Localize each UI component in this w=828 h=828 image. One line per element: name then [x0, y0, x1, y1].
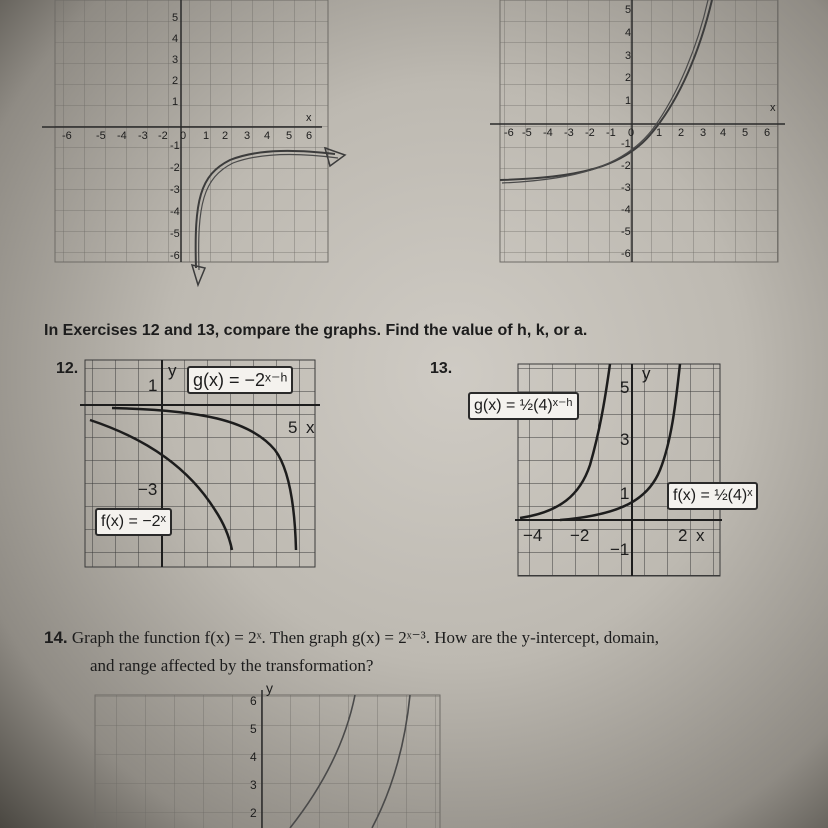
ex12-x-label: x	[306, 418, 315, 437]
ex13-tick-neg1: −1	[610, 540, 630, 559]
ex12-tick-1: 1	[148, 376, 158, 395]
ex13-x-label: x	[696, 526, 705, 545]
tick-label: 4	[250, 750, 257, 764]
exercise-14-text	[44, 624, 784, 680]
tick-label: -6	[621, 248, 631, 260]
tick-label: -4	[621, 204, 631, 216]
tick-label: 4	[625, 27, 632, 39]
tick-label: 3	[700, 127, 707, 139]
tick-label: -5	[621, 226, 631, 238]
top-right-x-label: x	[770, 102, 776, 114]
tick-label: -3	[170, 184, 180, 196]
tick-label: 2	[222, 130, 229, 142]
tick-label: -6	[504, 127, 514, 139]
ex13-y-label: y	[642, 364, 651, 383]
top-right-graph	[490, 0, 785, 262]
exercise-12-number: 12.	[56, 360, 79, 377]
tick-label: -4	[543, 127, 553, 139]
tick-label: 5	[250, 722, 257, 736]
tick-label: 2	[678, 127, 685, 139]
ex13-tick-neg4: −4	[523, 526, 543, 545]
tick-label: 5	[742, 127, 749, 139]
tick-label: 5	[286, 130, 293, 142]
exercise-14-line1: Graph the function f(x) = 2ˣ. Then graph g(x) = 2ˣ⁻³. How are the y-intercept, domain,	[71, 628, 659, 647]
tick-label: -5	[170, 228, 180, 240]
tick-label: -4	[117, 130, 127, 142]
f-label-callout: f(x) = ½(4)ˣ	[667, 482, 758, 510]
tick-label: 1	[625, 95, 632, 107]
g-label-callout: g(x) = ½(4)ˣ⁻ʰ	[468, 392, 579, 420]
tick-label: 2	[625, 72, 632, 84]
tick-label: -4	[170, 206, 180, 218]
tick-label: -5	[96, 130, 106, 142]
ex14-y-label: y	[266, 680, 273, 696]
f-label-callout: f(x) = −2ˣ	[95, 508, 172, 536]
tick-label: 4	[720, 127, 727, 139]
tick-label: 5	[172, 12, 179, 24]
tick-label: 1	[172, 96, 179, 108]
tick-label: 1	[656, 127, 663, 139]
ex13-tick-5: 5	[620, 378, 630, 397]
tick-label: -1	[170, 140, 180, 152]
ex12-tick-neg3: −3	[138, 480, 158, 499]
exercise-13-number: 13.	[430, 360, 453, 377]
tick-label: 2	[250, 806, 257, 820]
tick-label: 0	[180, 130, 187, 142]
exercises-heading: In Exercises 12 and 13, compare the graphs. Find the value of h, k, or a.	[44, 322, 588, 339]
tick-label: 1	[203, 130, 210, 142]
top-left-x-label: x	[306, 112, 312, 124]
tick-label: 3	[250, 778, 257, 792]
tick-label: -2	[170, 162, 180, 174]
tick-label: -2	[585, 127, 595, 139]
tick-label: 4	[172, 33, 179, 45]
exercise-14-line2: and range affected by the transformation?	[90, 656, 374, 675]
tick-label: -2	[158, 130, 168, 142]
g-label-callout: g(x) = −2ˣ⁻ʰ	[187, 366, 293, 394]
ex13-tick-neg2: −2	[570, 526, 590, 545]
tick-label: -3	[621, 182, 631, 194]
tick-label: 6	[306, 130, 313, 142]
ex13-tick-2: 2	[678, 526, 688, 545]
tick-label: -3	[138, 130, 148, 142]
tick-label: 6	[764, 127, 771, 139]
tick-label: 3	[244, 130, 251, 142]
tick-label: 3	[625, 50, 632, 62]
tick-label: -5	[522, 127, 532, 139]
tick-label: 2	[172, 75, 179, 87]
tick-label: 0	[628, 127, 635, 139]
exercise-14-number: 14.	[44, 628, 68, 647]
tick-label: 4	[264, 130, 271, 142]
tick-label: 5	[625, 4, 632, 16]
top-left-graph	[42, 0, 345, 285]
ex12-y-label: y	[168, 361, 177, 380]
ex13-tick-3: 3	[620, 430, 630, 449]
tick-label: -2	[621, 160, 631, 172]
tick-label: 3	[172, 54, 179, 66]
tick-label: -3	[564, 127, 574, 139]
tick-label: -1	[621, 138, 631, 150]
exercise-14-graph	[95, 690, 440, 828]
tick-label: -6	[170, 250, 180, 262]
ex13-tick-1: 1	[620, 484, 630, 503]
tick-label: 6	[250, 694, 257, 708]
tick-label: -1	[606, 127, 616, 139]
ex12-tick-5: 5	[288, 418, 298, 437]
tick-label: -6	[62, 130, 72, 142]
